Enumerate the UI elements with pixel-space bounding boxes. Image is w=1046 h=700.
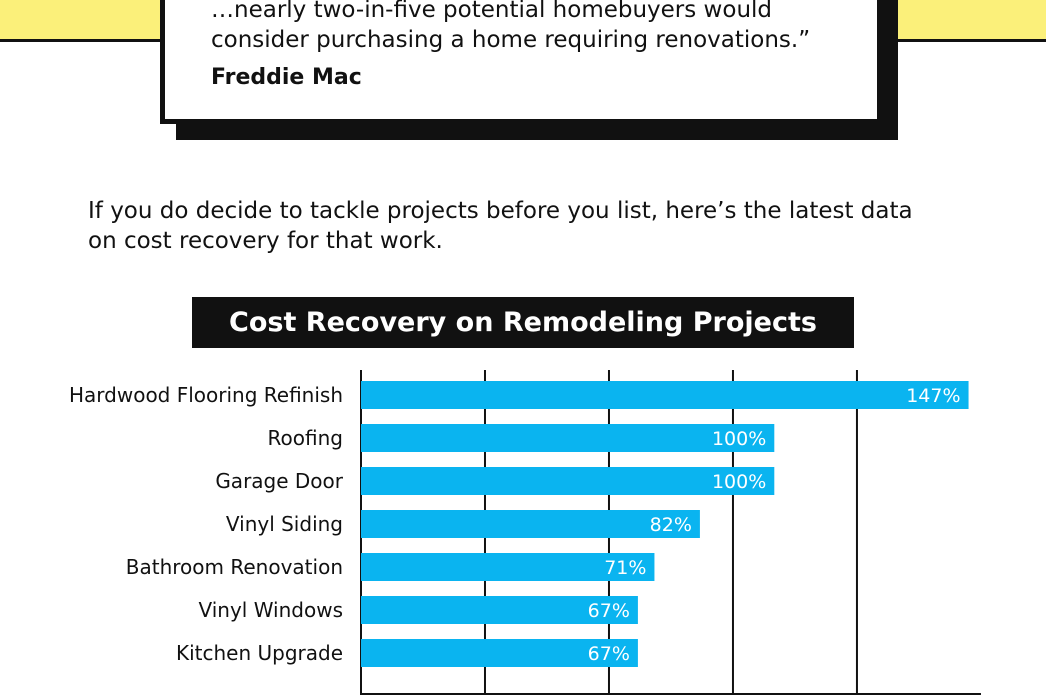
quote-text: …nearly two-in-five potential homebuyers would consider purchasing a home requiring renovations.” [211, 0, 811, 53]
category-label-2: Garage Door [215, 469, 343, 493]
bar-value-label-4: 71% [604, 557, 647, 579]
yellow-band-right [890, 0, 1046, 42]
bar-value-label-2: 100% [711, 471, 767, 493]
category-label-3: Vinyl Siding [225, 512, 343, 536]
intro-paragraph: If you do decide to tackle projects before you list, here’s the latest data on cost recovery for that work. [88, 198, 913, 254]
yellow-band-left [0, 0, 164, 42]
cost-recovery-bar-chart [0, 360, 1046, 700]
bar-value-label-1: 100% [711, 428, 767, 450]
bar-value-label-6: 67% [587, 643, 630, 665]
category-label-0: Hardwood Flooring Refinish [68, 383, 343, 407]
bar-value-label-0: 147% [906, 385, 961, 407]
quote-source: Freddie Mac [211, 65, 362, 90]
category-label-6: Kitchen Upgrade [175, 641, 343, 665]
bar-value-label-3: 82% [649, 514, 692, 536]
quote-box [160, 0, 882, 124]
chart-title: Cost Recovery on Remodeling Projects [192, 297, 854, 348]
category-label-4: Bathroom Renovation [125, 555, 343, 579]
category-label-1: Roofing [267, 426, 343, 450]
bar-value-label-5: 67% [587, 600, 630, 622]
category-label-5: Vinyl Windows [198, 598, 343, 622]
bar-0 [361, 381, 969, 409]
